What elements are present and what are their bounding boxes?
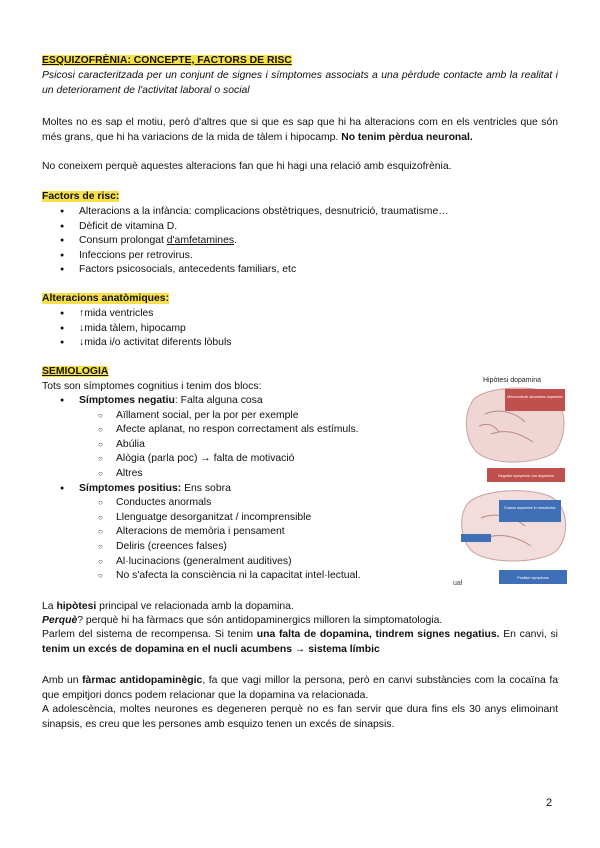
text: Amb un	[42, 675, 83, 686]
list-item: ● Infeccions per retrovirus.	[42, 249, 558, 264]
reward-system-paragraph	[42, 628, 558, 657]
small-blue-box	[461, 534, 491, 542]
text: ? perquè hi ha fàrmacs que són antidopaminergics milloren la simptomatologia.	[77, 615, 443, 626]
list-item-text: Consum prolongat	[79, 235, 167, 247]
why-line	[42, 614, 558, 629]
list-item: ○ Llenguatge desorganitzat / incomprensible	[42, 511, 442, 526]
list-item: ● Alteracions a la infància: complicacions obstètriques, desnutrició, traumatisme…	[42, 205, 558, 220]
mesolimbic-box	[499, 500, 561, 522]
adolescence-paragraph: A adolescència, moltes neurones es degeneren perquè no es fan servir que dura fins els 30 anys elimoinant sinapsis, es creu que les persones amb esquizo tenen un excés de sinapsis.	[42, 704, 558, 730]
semiology-intro: Tots son símptomes cognitius i tenim dos blocs:	[42, 381, 262, 392]
positive-symptoms-item	[42, 482, 442, 497]
risk-heading-text: Factors de risc:	[42, 191, 120, 202]
bold-text: una falta de dopamina, tindrem signes negatius.	[256, 629, 500, 640]
definition-text: Psicosi caracteritzada per un conjunt de signes i símptomes associats a una pèrdude contacte amb la realitat i un deteriorament de l'activitat laboral o social	[42, 70, 558, 96]
list-item: ○ Conductes anormals	[42, 496, 442, 511]
list-item	[42, 234, 558, 249]
positive-symptoms-label: Positive symptoms	[517, 576, 549, 580]
drug-paragraph	[42, 674, 558, 703]
paragraph-alterations	[42, 116, 558, 145]
list-item: ○ Abúlia	[42, 438, 442, 453]
list-item: ○ Al·lucinacions (generalment auditives)	[42, 555, 442, 570]
list-item: ● ↑mida ventricles	[42, 307, 558, 322]
list-item: ○ Altres	[42, 467, 442, 482]
negative-symptoms-label: Negative symptoms: low dopamine	[498, 474, 554, 478]
list-item: ○ No s'afecta la consciència ni la capacitat intel·lectual.	[42, 569, 442, 584]
negative-label: Símptomes negatiu	[79, 395, 175, 406]
amphetamine-link[interactable]: d'amfetamines	[166, 235, 235, 247]
anatomy-list	[42, 307, 558, 351]
list-item: ○ Aïllament social, per la por per exemple	[42, 409, 442, 424]
mesocortical-label: Mesocortical: decreases dopamine	[507, 395, 563, 399]
bold-text: hipòtesi	[56, 601, 97, 612]
list-item: ○ Deliris (creences falses)	[42, 540, 442, 555]
list-item-punct: .	[234, 235, 237, 247]
dopamine-hypothesis-figure	[455, 374, 573, 586]
mesolimbic-label: Excess dopamine in mesolimbic	[504, 506, 556, 510]
bold-text: fàrmac antidopaminègic	[82, 675, 203, 686]
text: Parlem del sistema de recompensa. Si tenim	[42, 629, 257, 640]
list-item: ○ Alògia (parla poc) → falta de motivació	[42, 452, 442, 467]
list-item: ● Dèficit de vitamina D.	[42, 220, 558, 235]
bold-text: tenim un excés de dopamina en el nucli acumbens → sistema límbic	[42, 643, 380, 655]
negative-symptoms-item	[42, 394, 442, 409]
figure-corner-text: ual	[453, 580, 463, 587]
semiology-heading-text: SEMIOLOGIA	[42, 366, 109, 377]
mesocortical-box	[505, 389, 565, 411]
positive-label: Símptomes positius:	[79, 482, 182, 494]
symptoms-list	[42, 394, 442, 584]
list-item: ● ↓mida tàlem, hipocamp	[42, 322, 558, 337]
list-item: ○ Afecte aplanat, no respon correctament als estímuls.	[42, 423, 442, 438]
anatomy-heading	[42, 292, 558, 307]
heading-text: ESQUIZOFRÈNIA: CONCEPTE, FACTORS DE RISC	[42, 55, 292, 66]
list-item: ● ↓mida i/o activitat diferents lòbuls	[42, 336, 558, 351]
paragraph-unknown: No coneixem perquè aquestes alteracions fan que hi hagi una relació amb esquizofrènia.	[42, 161, 452, 172]
hypothesis-line	[42, 600, 558, 615]
page-number: 2	[546, 797, 553, 809]
section-heading-schizophrenia	[42, 54, 558, 69]
risk-heading	[42, 190, 558, 205]
bold-italic-text: Perquè	[42, 615, 78, 626]
text: La	[42, 601, 57, 612]
text: , fa que vagi millor la persona, però en canvi substàncies com la cocaïna fa que empitjori doncs podem relacionar que la dopamina va relacionada.	[42, 675, 558, 701]
brain-diagram-image	[455, 374, 573, 586]
list-item: ● Factors psicosocials, antecedents familiars, etc	[42, 263, 558, 278]
risk-list	[42, 205, 558, 278]
paragraph-text: Moltes no es sap el motiu, però d'altres que si que es sap que hi ha alteracions com en els ventricles que són més grans, que hi ha variacions de la mida de tàlem i hipocamp.	[42, 117, 558, 143]
negative-desc: : Falta alguna cosa	[174, 395, 263, 406]
positive-desc: Ens sobra	[181, 482, 231, 494]
text: principal ve relacionada amb la dopamina.	[96, 601, 294, 612]
text: En canvi, si	[499, 629, 558, 640]
paragraph-bold: No tenim pèrdua neuronal.	[341, 131, 473, 143]
figure-title: Hipòtesi dopamina	[483, 377, 541, 384]
anatomy-heading-text: Alteracions anatòmiques:	[42, 293, 170, 304]
list-item: ○ Alteracions de memòria i pensament	[42, 525, 442, 540]
